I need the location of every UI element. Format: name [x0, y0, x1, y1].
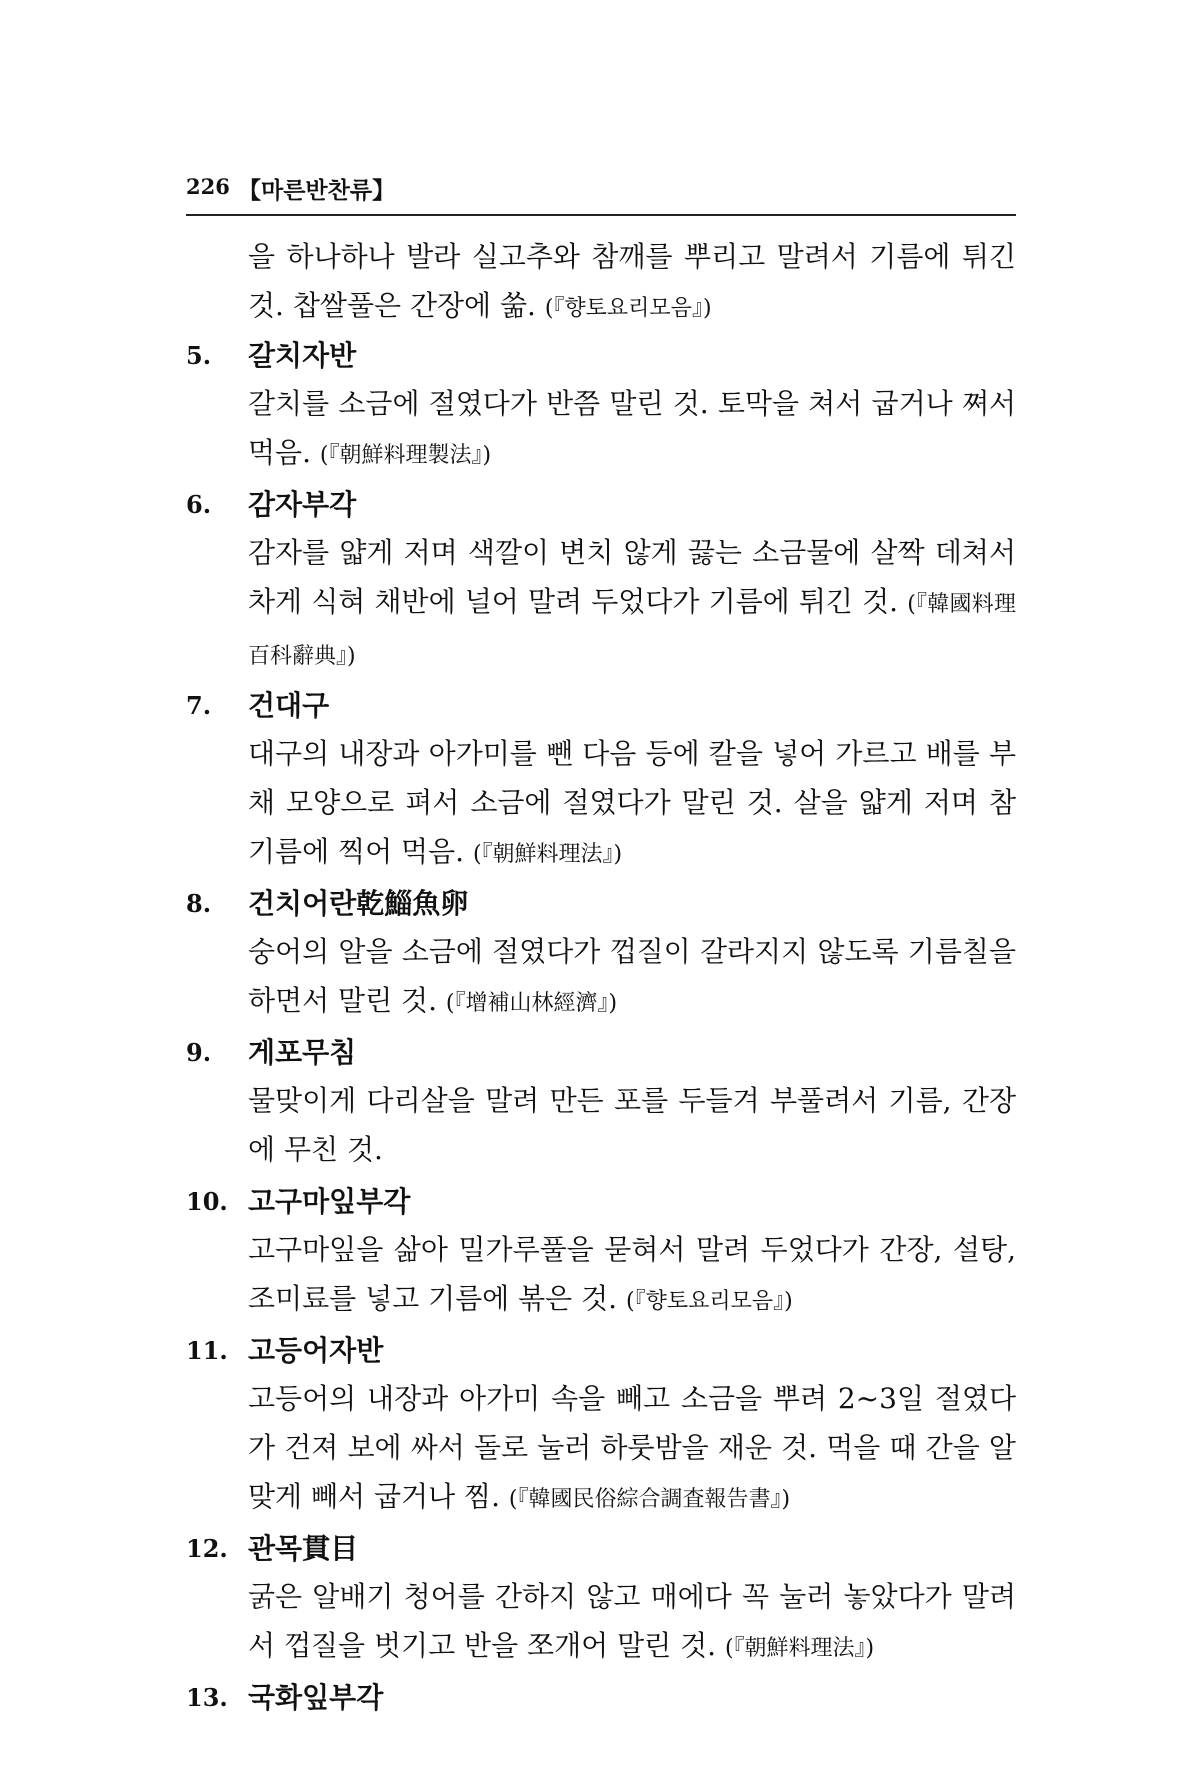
entry-heading	[186, 1328, 1016, 1374]
entry-description	[186, 927, 1016, 1028]
entry-title: 감자부각	[248, 488, 357, 521]
citation: (『朝鮮料理法』)	[472, 842, 623, 867]
entry-title: 국화잎부각	[248, 1681, 384, 1714]
entry-title: 관목貫目	[248, 1532, 359, 1565]
entry-text: 고구마잎을 삶아 밀가루풀을 묻혀서 말려 두었다가 간장, 설탕, 조미료를 넣고 기름에 볶은 것.	[248, 1233, 1016, 1315]
citation: (『향토요리모음』)	[626, 1289, 793, 1314]
page-header	[186, 168, 1016, 216]
citation: (『韓國料理百科辭典』)	[248, 592, 1016, 669]
citation: (『韓國民俗綜合調査報告書』)	[508, 1487, 791, 1512]
continuation-paragraph	[186, 232, 1016, 333]
entry-description	[186, 379, 1016, 480]
entry-heading	[186, 1675, 1016, 1721]
entry	[186, 482, 1016, 681]
entry-number: 9.	[186, 1038, 212, 1067]
entry-number: 10.	[186, 1187, 228, 1216]
citation: (『朝鮮料理法』)	[724, 1636, 875, 1661]
entry-number: 11.	[186, 1336, 228, 1365]
entry-text: 숭어의 알을 소금에 절였다가 껍질이 갈라지지 않도록 기름칠을 하면서 말린 것.	[248, 935, 1016, 1017]
entry-title: 건대구	[248, 689, 330, 722]
page-body	[186, 232, 1016, 1721]
entry-heading	[186, 881, 1016, 927]
entry-heading	[186, 482, 1016, 528]
entry-title: 갈치자반	[248, 339, 357, 372]
entry	[186, 1675, 1016, 1721]
entry-description	[186, 1374, 1016, 1524]
entry-heading	[186, 333, 1016, 379]
entry	[186, 333, 1016, 480]
entry-description	[186, 1572, 1016, 1673]
entry-number: 13.	[186, 1683, 228, 1712]
entry-title: 고구마잎부각	[248, 1185, 411, 1218]
entry-number: 6.	[186, 490, 212, 519]
entry	[186, 1179, 1016, 1326]
entry-number: 7.	[186, 691, 212, 720]
entry-title: 건치어란乾鯔魚卵	[248, 887, 469, 920]
entry-text: 감자를 얇게 저며 색깔이 변치 않게 끓는 소금물에 살짝 데쳐서 차게 식혀 채반에 널어 말려 두었다가 기름에 튀긴 것.	[248, 536, 1016, 618]
entry-number: 5.	[186, 341, 212, 370]
continuation-text: 을 하나하나 발라 실고추와 참깨를 뿌리고 말려서 기름에 튀긴 것. 찹쌀풀은 간장에 쑮.	[248, 240, 1016, 322]
entry	[186, 683, 1016, 879]
entry-description	[186, 729, 1016, 879]
entry-description	[186, 528, 1016, 681]
entry-text: 고등어의 내장과 아가미 속을 빼고 소금을 뿌려 2~3일 절였다가 건져 보에 싸서 돌로 눌러 하룻밤을 재운 것. 먹을 때 간을 알맞게 빼서 굽거나 찜.	[248, 1382, 1016, 1513]
entry	[186, 1030, 1016, 1177]
page-number: 226	[186, 174, 230, 199]
entry-text: 굵은 알배기 청어를 간하지 않고 매에다 꼭 눌러 놓았다가 말려서 껍질을 벗기고 반을 쪼개어 말린 것.	[248, 1580, 1016, 1662]
entry	[186, 1526, 1016, 1673]
entry-description	[186, 1225, 1016, 1326]
entry-heading	[186, 683, 1016, 729]
citation: (『朝鮮料理製法』)	[319, 443, 492, 468]
entry-number: 8.	[186, 889, 212, 918]
entry-description	[186, 1076, 1016, 1177]
entry-heading	[186, 1179, 1016, 1225]
citation: (『향토요리모음』)	[544, 296, 712, 321]
entry	[186, 881, 1016, 1028]
entry-heading	[186, 1526, 1016, 1572]
entry-text: 갈치를 소금에 절였다가 반쯤 말린 것. 토막을 쳐서 굽거나 쪄서 먹음.	[248, 387, 1016, 469]
entry-title: 게포무침	[248, 1036, 357, 1069]
entry-text: 물맞이게 다리살을 말려 만든 포를 두들겨 부풀려서 기름, 간장에 무친 것.	[248, 1084, 1016, 1166]
citation: (『增補山林經濟』)	[445, 991, 618, 1016]
section-title: 【마른반찬류】	[238, 178, 396, 204]
entry-heading	[186, 1030, 1016, 1076]
entry-title: 고등어자반	[248, 1334, 384, 1367]
entry-number: 12.	[186, 1534, 228, 1563]
entry	[186, 1328, 1016, 1524]
entry-text: 대구의 내장과 아가미를 뺀 다음 등에 칼을 넣어 가르고 배를 부채 모양으로 펴서 소금에 절였다가 말린 것. 살을 얇게 저며 참기름에 찍어 먹음.	[248, 737, 1016, 868]
